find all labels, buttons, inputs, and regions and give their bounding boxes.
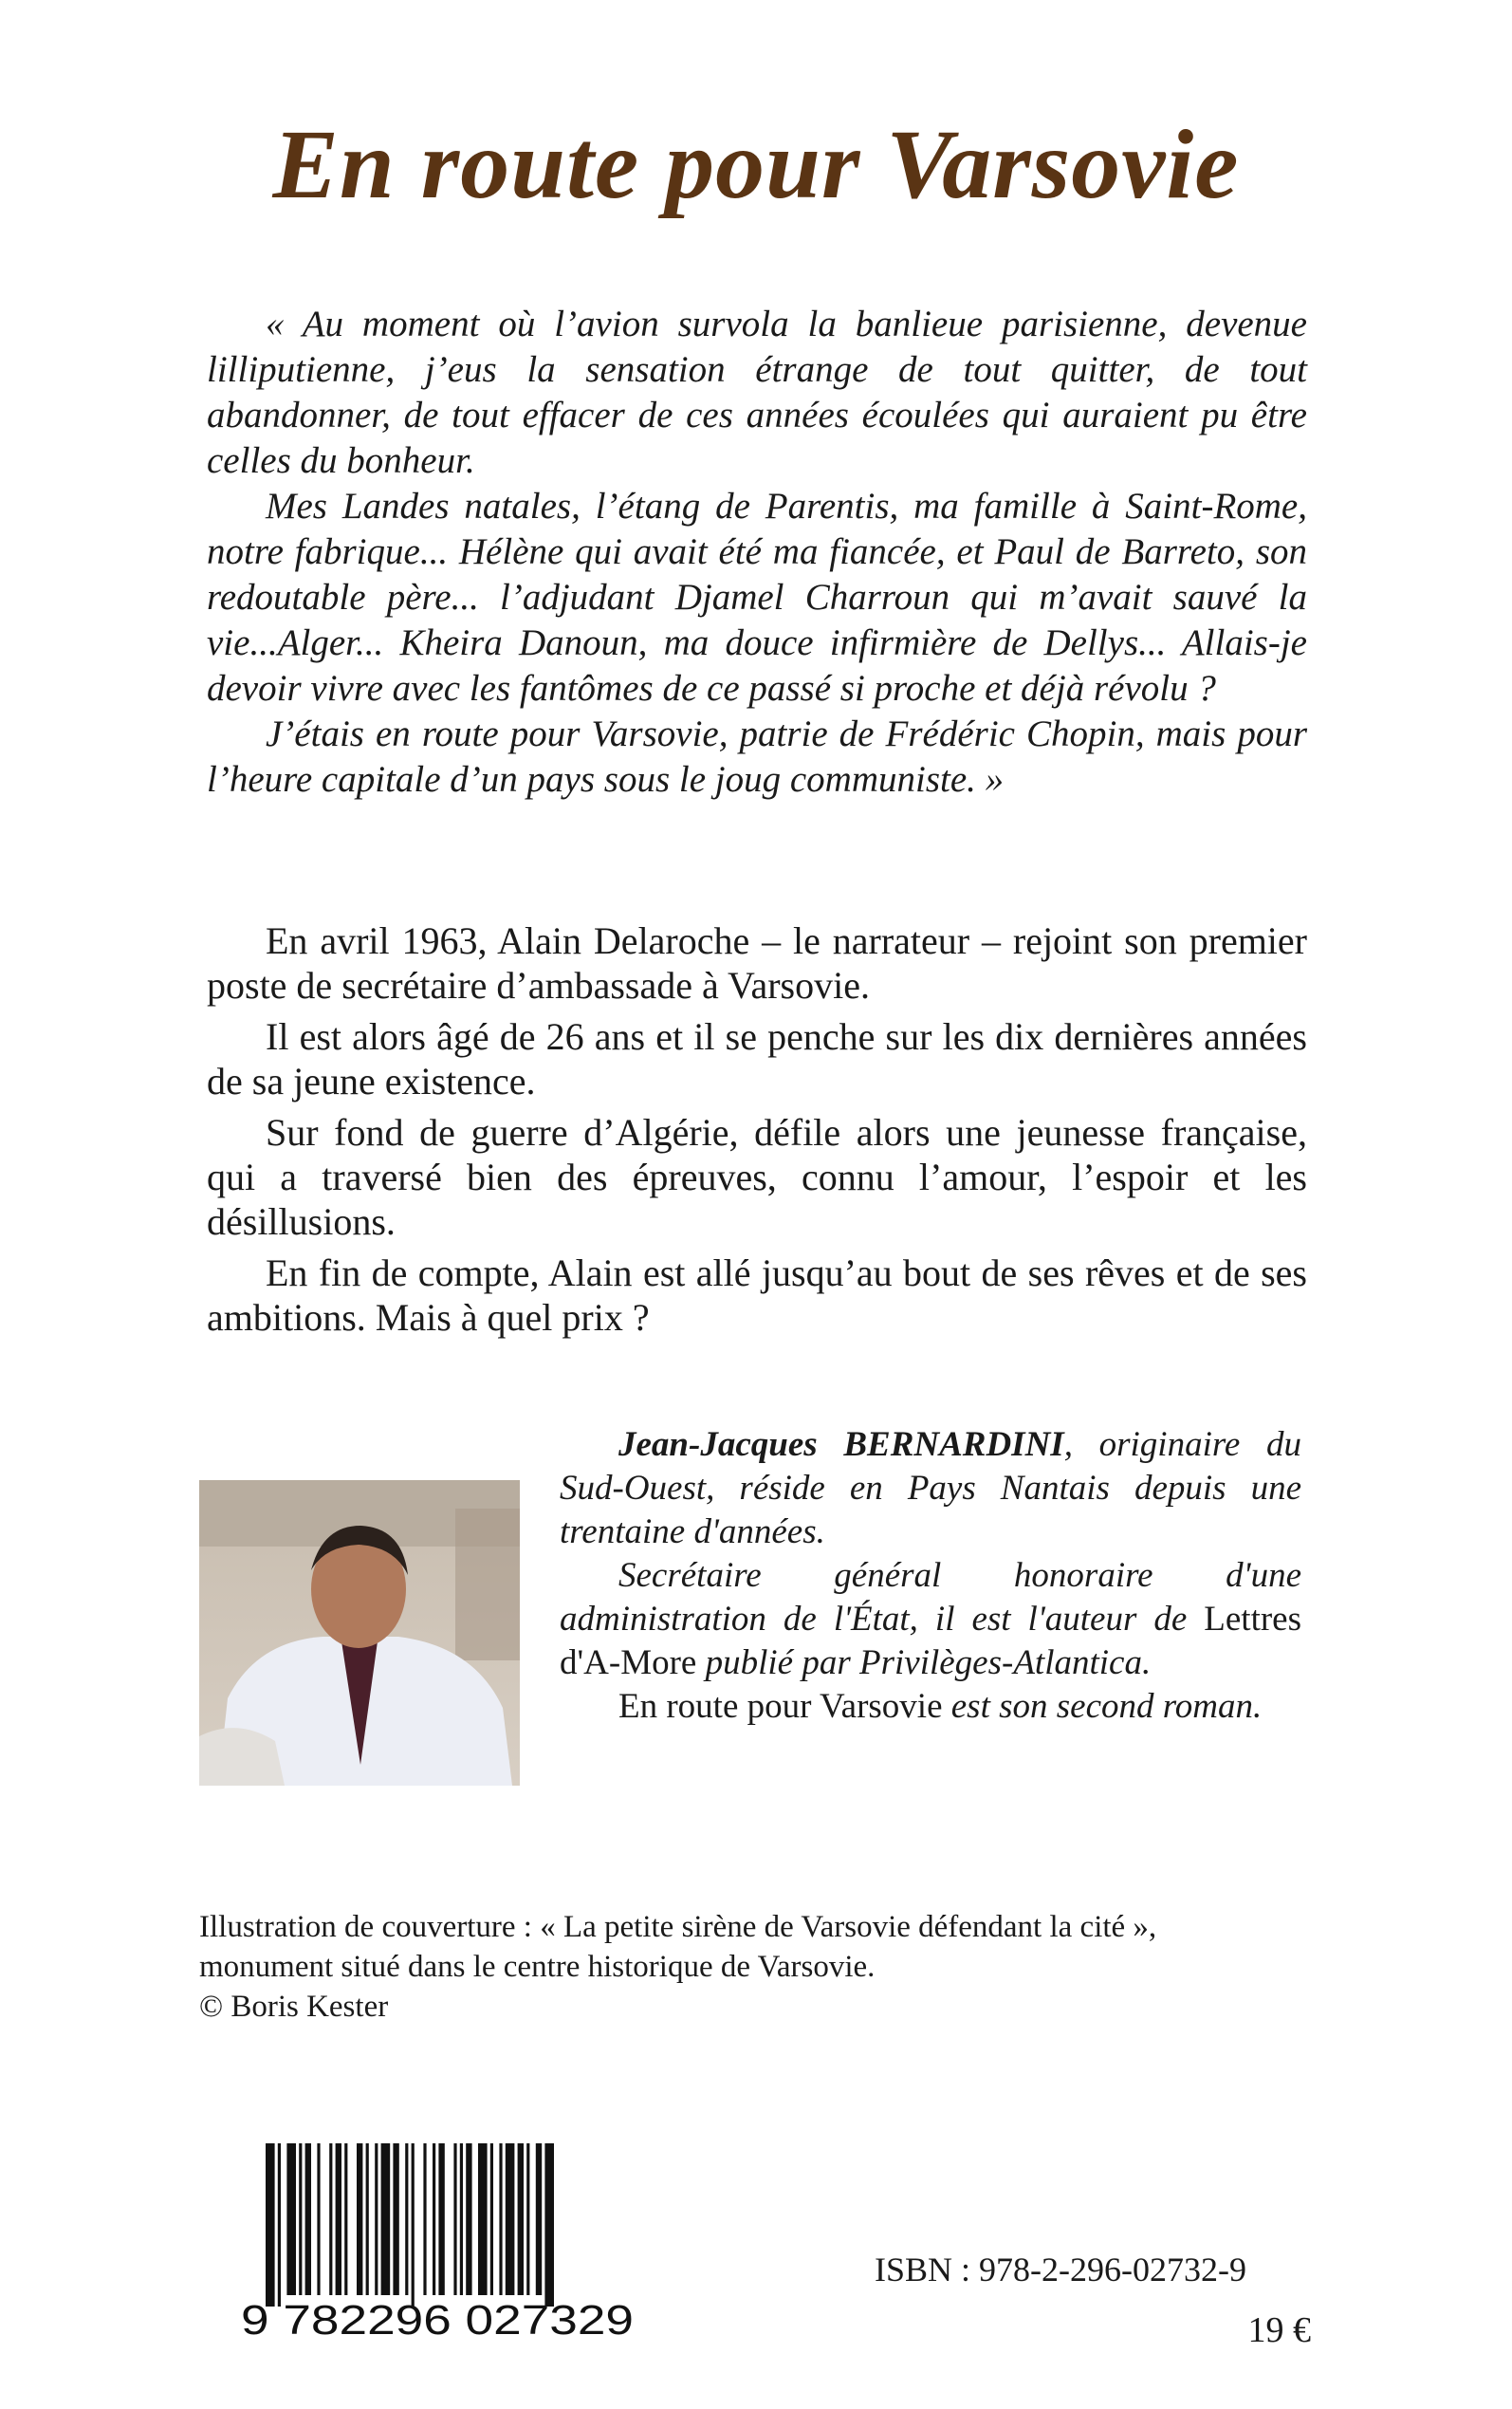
barcode-bar <box>344 2143 347 2295</box>
book-reference: Lettres d'A-More <box>560 1600 1301 1682</box>
barcode-bar <box>375 2143 378 2295</box>
bio-text: Secrétaire général honoraire d'une administration de l'État, il est l'auteur de <box>560 1556 1301 1639</box>
summary-paragraph: En avril 1963, Alain Delaroche – le narrateur – rejoint son premier poste de secrétaire d’ambassade à Varsovie. <box>207 919 1307 1007</box>
author-photo-image <box>199 1480 520 1786</box>
barcode-bar <box>317 2143 320 2295</box>
barcode-bar <box>405 2143 408 2295</box>
barcode-bar <box>478 2143 488 2295</box>
credit-line: Illustration de couverture : « La petite sirène de Varsovie défendant la cité », <box>199 1910 1157 1944</box>
barcode-bar <box>278 2143 281 2307</box>
price: 19 € <box>1247 2310 1311 2350</box>
barcode-bar <box>526 2143 529 2295</box>
barcode-bar <box>305 2143 311 2295</box>
summary-paragraph: Il est alors âgé de 26 ans et il se penche sur les dix dernières années de sa jeune existence. <box>207 1015 1307 1103</box>
barcode-bar <box>366 2143 369 2295</box>
bio-text: est son second roman. <box>942 1687 1263 1726</box>
barcode-bar <box>266 2143 275 2307</box>
summary-paragraph: Sur fond de guerre d’Algérie, défile alors une jeunesse française, qui a traversé bien des épreuves, connu l’amour, l’espoir et les désillusions. <box>207 1111 1307 1243</box>
barcode-bar <box>453 2143 456 2295</box>
barcode-bar <box>423 2143 426 2295</box>
author-photo <box>199 1480 520 1786</box>
barcode-bar <box>544 2143 554 2307</box>
excerpt-quote <box>207 302 1307 803</box>
barcode-bar <box>381 2143 391 2295</box>
book-reference: En route pour Varsovie <box>618 1687 943 1726</box>
isbn: ISBN : 978-2-296-02732-9 <box>875 2251 1246 2289</box>
book-title: En route pour Varsovie <box>272 109 1240 219</box>
bio-paragraph <box>560 1685 1301 1729</box>
barcode-bar <box>438 2143 444 2295</box>
quote-paragraph: « Au moment où l’avion survola la banlieue parisienne, devenue lilliputienne, j’eus la sensation étrange de tout quitter, de tout abandonner, de tout effacer de ces années écoulées qui auraient pu être celles du bonheur. <box>207 304 1307 481</box>
barcode-bar <box>299 2143 302 2295</box>
barcode-bar <box>433 2143 435 2295</box>
barcode-digits: 9 782296 027329 <box>241 2297 634 2339</box>
barcode-bar <box>518 2143 524 2295</box>
credit-line: © Boris Kester <box>199 1990 389 2024</box>
barcode-bar <box>466 2143 471 2295</box>
quote-paragraph: Mes Landes natales, l’étang de Parentis, ma famille à Saint-Rome, notre fabrique... Hélène qui avait été ma fiancée, et Paul de Barreto, son redoutable père... l’adjudant Djamel Charroun qui m’avait sauvé la vie...Alger... Kheira Danoun, ma douce infirmière de Dellys... Allais-je devoir vivre avec les fantômes de ce passé si proche et déjà révolu ? <box>207 486 1307 709</box>
bio-text: publié par Privilèges-Atlantica. <box>696 1643 1152 1682</box>
credit-line: monument situé dans le centre historique de Varsovie. <box>199 1950 876 1984</box>
author-bio <box>560 1423 1301 1729</box>
book-summary <box>207 918 1307 1346</box>
bio-paragraph <box>560 1423 1301 1554</box>
quote-paragraph: J’étais en route pour Varsovie, patrie de Frédéric Chopin, mais pour l’heure capitale d’un pays sous le joug communiste. » <box>207 713 1307 800</box>
barcode-bar <box>506 2143 515 2295</box>
barcode-bar <box>286 2143 296 2295</box>
barcode-bar <box>490 2143 493 2295</box>
barcode-bar <box>536 2143 542 2295</box>
barcode-bar <box>393 2143 398 2295</box>
barcode-bar <box>460 2143 463 2295</box>
barcode-bar <box>357 2143 362 2295</box>
barcode <box>239 2140 637 2339</box>
bio-paragraph <box>560 1554 1301 1685</box>
cover-credit <box>199 1907 1337 2027</box>
barcode-bar <box>499 2143 502 2295</box>
barcode-bar <box>336 2143 341 2295</box>
author-name: Jean-Jacques BERNARDINI <box>618 1425 1064 1464</box>
barcode-bar <box>329 2143 332 2295</box>
barcode-bar <box>412 2143 415 2307</box>
summary-paragraph: En fin de compte, Alain est allé jusqu’au bout de ses rêves et de ses ambitions. Mais à quel prix ? <box>207 1251 1307 1339</box>
bio-text: , originaire du Sud-Ouest, réside en Pays Nantais depuis une trentaine d'années. <box>560 1425 1301 1551</box>
